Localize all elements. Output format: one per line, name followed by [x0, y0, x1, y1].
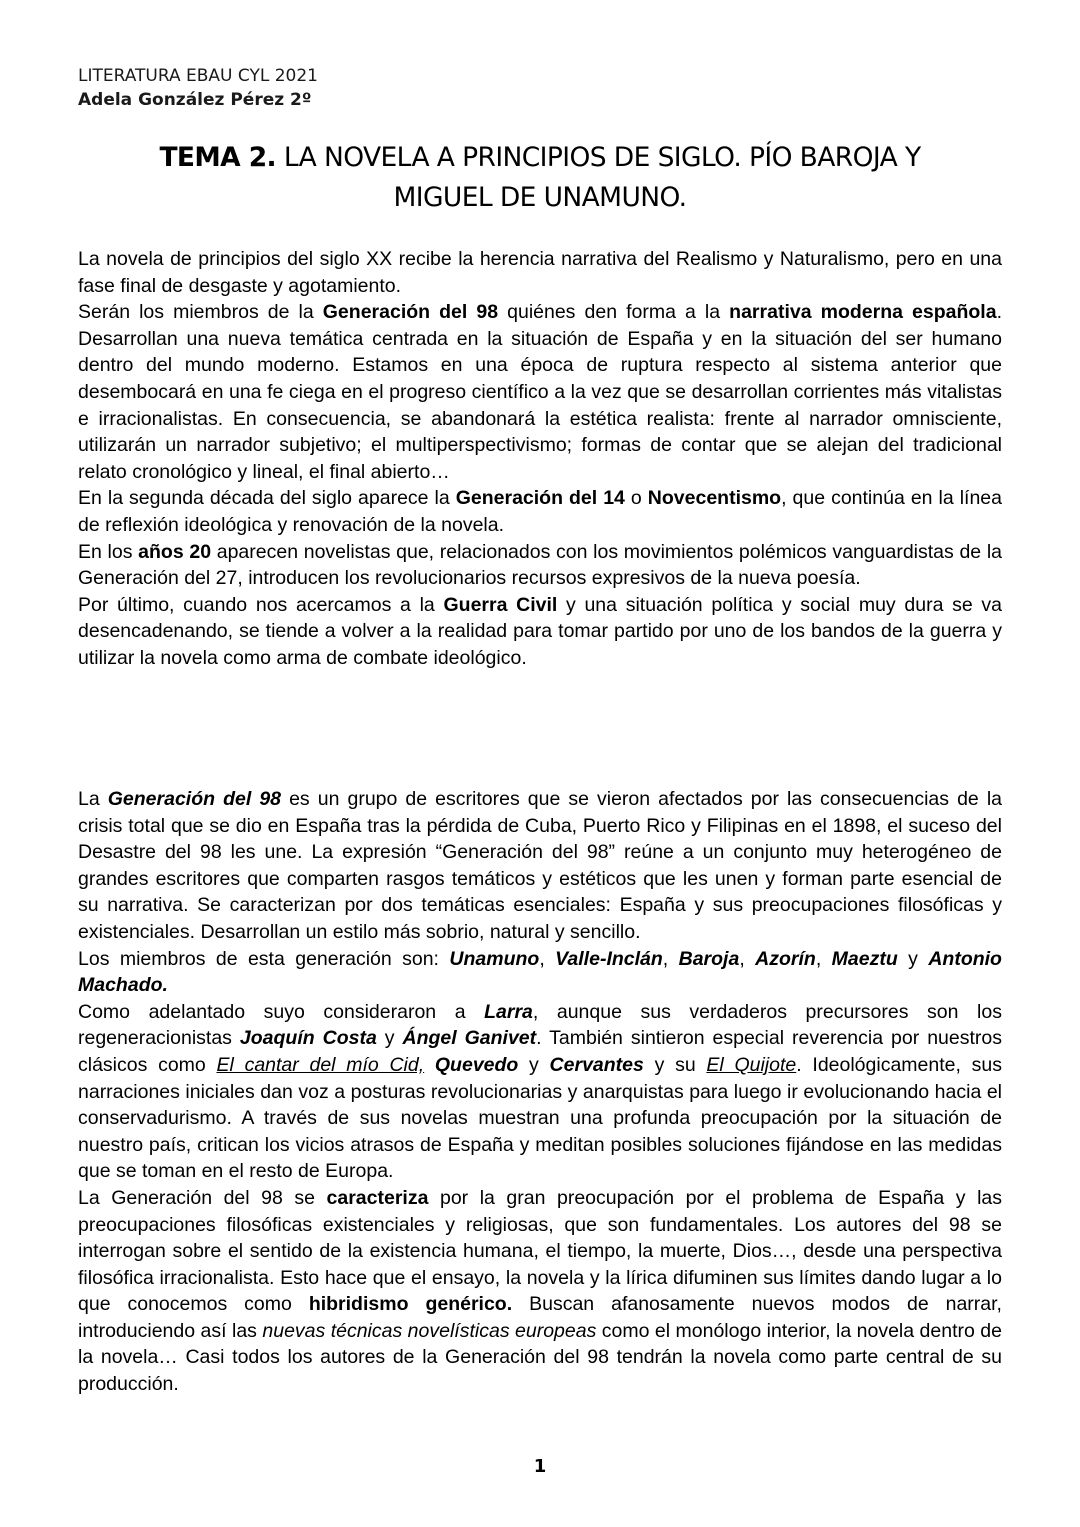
- title-text-line2: MIGUEL DE UNAMUNO.: [393, 182, 687, 213]
- text-run: ,: [539, 947, 556, 970]
- bold-term: hibridismo genérico.: [308, 1293, 513, 1316]
- text-run: y una situación política y social muy dura se va desencadenando, se tiende a volver a la realidad para tomar partido por uno de los bandos de la guerra y utilizar la novela como arma de combate ideológico.: [78, 593, 1002, 669]
- author-name: Joaquín Costa: [239, 1027, 377, 1050]
- bold-term: Novecentismo: [647, 487, 782, 510]
- text-run: . Ideológicamente, sus narraciones iniciales dan voz a posturas revolucionarias y anarquistas para luego ir evolucionando hacia el conservadurismo. A través de sus novelas muestran una profunda preocupación por la situación de nuestro país, critican los vicios atrasos de España y meditan posibles soluciones fijándose en las medidas que se toman en el resto de Europa.: [78, 1053, 1002, 1183]
- bold-term: Guerra Civil: [443, 593, 558, 616]
- page-number: 1: [533, 1456, 547, 1477]
- text-run: como el monólogo interior, la novela dentro de la novela… Casi todos los autores de la Generación del 98 tendrán la novela como parte central de su producción.: [78, 1319, 1002, 1396]
- author-name: Cervantes: [549, 1053, 644, 1076]
- paragraph: [78, 999, 1002, 1185]
- text-run: En la segunda década del siglo aparece la: [78, 487, 456, 510]
- text-run: La: [78, 788, 108, 810]
- bold-term: Generación del 98: [322, 301, 499, 324]
- bold-term: caracteriza: [326, 1186, 429, 1209]
- section-generacion-98: [78, 786, 1002, 1398]
- paragraph: La novela de principios del siglo XX recibe la herencia narrativa del Realismo y Naturalismo, pero en una fase final de desgaste y agotamiento.: [78, 248, 1002, 297]
- author-name: Quevedo: [434, 1053, 519, 1076]
- paragraph: [78, 786, 1002, 946]
- author-name: Baroja: [678, 947, 740, 970]
- paragraph: [78, 539, 1002, 592]
- author-name: Larra: [484, 1000, 533, 1023]
- title-tema: TEMA 2.: [159, 142, 277, 173]
- bold-term: narrativa moderna española: [729, 301, 997, 324]
- work-title: El Quijote: [706, 1053, 797, 1076]
- italic-term: nuevas técnicas novelísticas europeas: [262, 1319, 597, 1342]
- bold-term: Generación del 14: [455, 487, 625, 510]
- author-name: Ángel Ganivet: [402, 1027, 537, 1050]
- course-label: LITERATURA EBAU CYL 2021: [78, 66, 319, 86]
- text-run: por la gran preocupación por el problema de España y las preocupaciones filosóficas existenciales y religiosas, que son fundamentales. Los autores del 98 se interrogan sobre el sentido de la existencia humana, el tiempo, la muerte, Dios…, desde una perspectiva filosófica irracionalista. Esto hace que el ensayo, la novela y la lírica difuminen sus límites dando lugar a lo que conocemos como: [78, 1186, 1002, 1316]
- text-run: La Generación del 98 se: [78, 1186, 327, 1209]
- text-run: Por último, cuando nos acercamos a la: [78, 593, 444, 616]
- title-text-line1: LA NOVELA A PRINCIPIOS DE SIGLO. PÍO BAROJA Y: [276, 142, 921, 173]
- bold-term: años 20: [138, 540, 212, 563]
- work-title: El cantar del mío Cid,: [216, 1053, 425, 1076]
- text-run: y su: [643, 1053, 707, 1076]
- text-run: Buscan afanosamente nuevos modos de narrar, introduciendo así las: [78, 1293, 1002, 1342]
- text-run: o: [624, 487, 648, 510]
- page-title: [78, 138, 1002, 218]
- author-name: Valle-Inclán: [555, 947, 663, 970]
- text-run: En los: [78, 540, 139, 563]
- text-run: , que continúa en la línea de reflexión ideológica y renovación de la novela.: [78, 487, 1002, 536]
- text-run: ,: [739, 947, 756, 970]
- text-run: . Desarrollan una nueva temática centrada en la situación de España y en la situación del ser humano dentro del mundo moderno. Estamos en una época de ruptura respecto al sistema anterior que desembocará en una fe ciega en el progreso científico a la vez que se desarrollan corrientes más vitalistas e irracionalistas. En consecuencia, se abandonará la estética realista: frente al narrador omnisciente, utilizarán un narrador subjetivo; el multiperspectivismo; formas de contar que se alejan del tradicional relato cronológico y lineal, el final abierto…: [78, 301, 1002, 483]
- text-run: [424, 1054, 435, 1076]
- bold-italic-term: Generación del 98: [107, 788, 282, 810]
- author-name: Antonio Machado.: [78, 947, 1002, 997]
- document-header: [78, 64, 318, 112]
- text-run: es un grupo de escritores que se vieron afectados por las consecuencias de la crisis total que se dio en España tras la pérdida de Cuba, Puerto Rico y Filipinas en el 1898, el suceso del Desastre del 98 les une. La expresión “Generación del 98” reúne a un conjunto muy heterogéneo de grandes escritores que comparten rasgos temáticos y estéticos que les unen y forman parte esencial de su narrativa. Se caracterizan por dos temáticas esenciales: España y sus preocupaciones filosóficas y existenciales. Desarrollan un estilo más sobrio, natural y sencillo.: [78, 788, 1002, 943]
- text-run: . También sintieron especial reverencia por nuestros clásicos como: [78, 1027, 1002, 1076]
- author-label: Adela González Pérez 2º: [78, 90, 312, 110]
- paragraph: [78, 1185, 1002, 1398]
- text-run: quiénes den forma a la: [498, 301, 730, 324]
- text-run: Los miembros de esta generación son:: [78, 947, 450, 970]
- text-run: y: [376, 1027, 403, 1050]
- paragraph: [78, 485, 1002, 538]
- text-run: Como adelantado suyo consideraron a: [78, 1000, 485, 1023]
- text-run: y: [897, 947, 929, 970]
- author-name: Maeztu: [831, 947, 898, 970]
- author-name: Unamuno: [449, 947, 540, 970]
- text-run: ,: [815, 947, 832, 970]
- text-run: Serán los miembros de la: [78, 301, 323, 324]
- section-intro: [78, 246, 1002, 672]
- paragraph: [78, 299, 1002, 485]
- text-run: , aunque sus verdaderos precursores son los regeneracionistas: [78, 1000, 1002, 1050]
- paragraph: [78, 592, 1002, 672]
- text-run: ,: [662, 947, 679, 970]
- paragraph: [78, 946, 1002, 999]
- text-run: y: [518, 1053, 550, 1076]
- text-run: aparecen novelistas que, relacionados con los movimientos polémicos vanguardistas de la Generación del 27, introducen los revolucionarios recursos expresivos de la nueva poesía.: [78, 540, 1002, 590]
- author-name: Azorín: [755, 947, 816, 970]
